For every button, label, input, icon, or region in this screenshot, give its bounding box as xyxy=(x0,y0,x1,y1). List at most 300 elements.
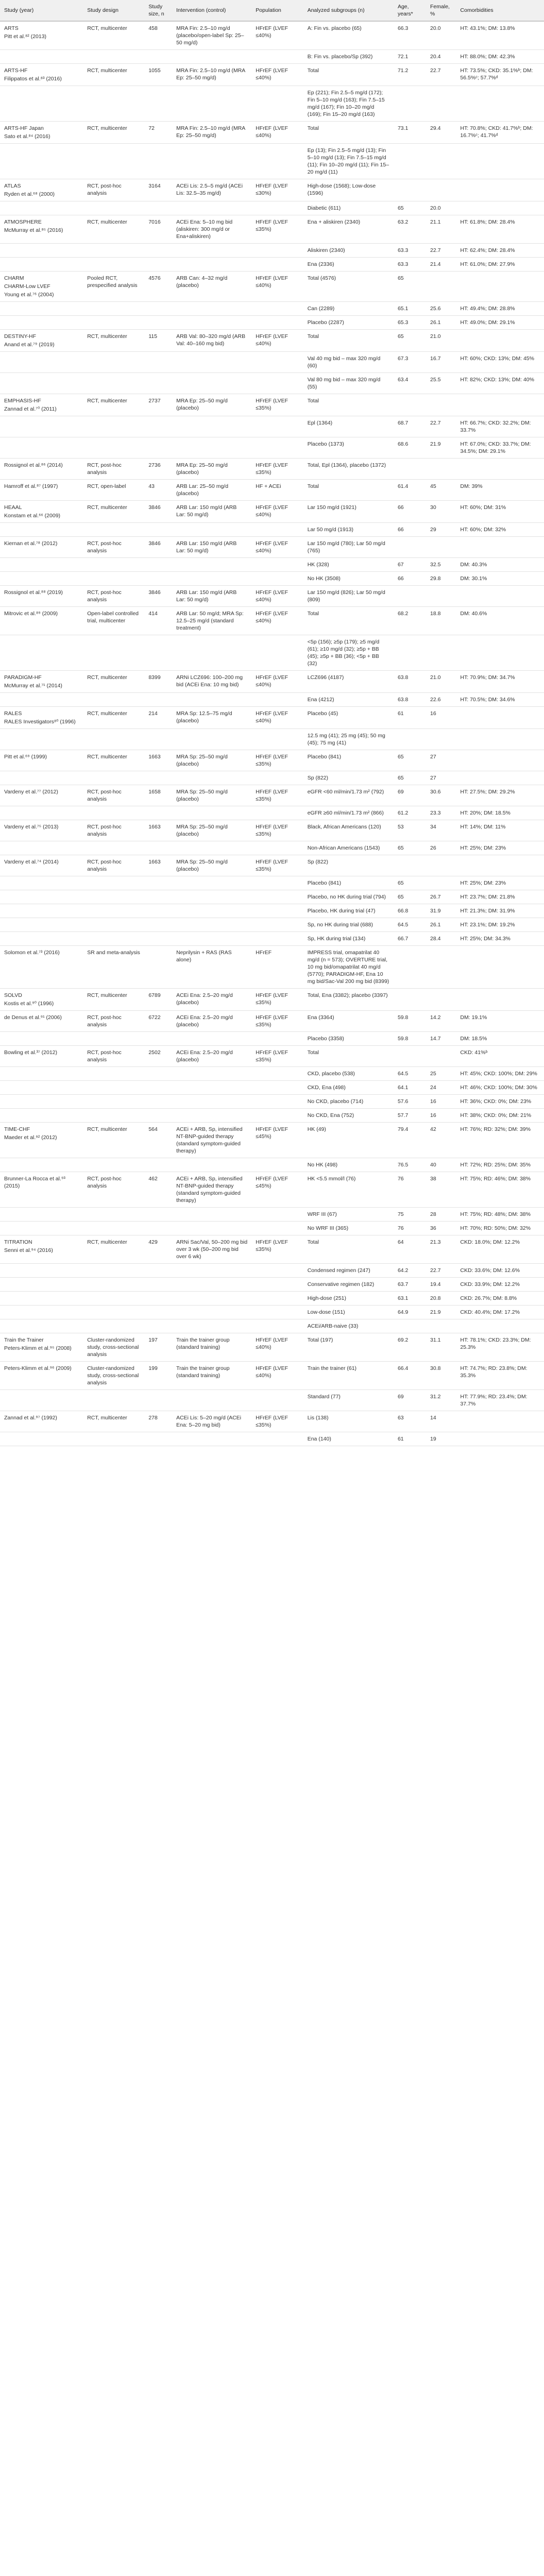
cell-population: HFrEF (LVEF ≤40%) xyxy=(251,537,303,558)
table-row xyxy=(0,1109,544,1123)
cell-female: 25.5 xyxy=(426,373,456,394)
cell-age: 76.5 xyxy=(394,1158,426,1172)
table-row xyxy=(0,1264,544,1278)
cell-comorbidities: CKD: 33.9%; DM: 12.2% xyxy=(456,1278,544,1292)
cell-subgroups: Total xyxy=(303,64,394,86)
cell-design: Cluster-randomized study, cross-sectional analysis xyxy=(83,1362,144,1390)
cell-population xyxy=(251,806,303,820)
cell-subgroups: Total xyxy=(303,607,394,635)
cell-female: 34 xyxy=(426,820,456,841)
cell-study xyxy=(0,416,83,437)
cell-female: 31.1 xyxy=(426,1333,456,1362)
cell-intervention: ARB Lar: 150 mg/d (ARB Lar: 50 mg/d) xyxy=(172,501,251,523)
cell-comorbidities: HT: 27.5%; DM: 29.2% xyxy=(456,785,544,806)
cell-comorbidities: HT: 61.8%; DM: 28.4% xyxy=(456,215,544,244)
table-row xyxy=(0,1278,544,1292)
cell-population xyxy=(251,1264,303,1278)
cell-design: RCT, multicenter xyxy=(83,1411,144,1432)
cell-size: 462 xyxy=(144,1172,172,1208)
table-row xyxy=(0,316,544,330)
cell-subgroups: Val 40 mg bid – max 320 mg/d (60) xyxy=(303,352,394,373)
cell-age: 63.4 xyxy=(394,373,426,394)
cell-population: HFrEF (LVEF ≤35%) xyxy=(251,785,303,806)
cell-intervention xyxy=(172,316,251,330)
cell-age: 72.1 xyxy=(394,50,426,64)
cell-female xyxy=(426,635,456,671)
cell-design xyxy=(83,416,144,437)
cell-female: 25 xyxy=(426,1067,456,1081)
cell-study xyxy=(0,86,83,122)
cell-intervention: ACEi Ena: 2.5–20 mg/d (placebo) xyxy=(172,1046,251,1067)
cell-female: 19 xyxy=(426,1432,456,1446)
table-row xyxy=(0,215,544,244)
cell-size xyxy=(144,635,172,671)
cell-design xyxy=(83,1306,144,1319)
table-row xyxy=(0,1292,544,1306)
cell-subgroups: Placebo (1373) xyxy=(303,437,394,459)
cell-comorbidities: HT: 70.9%; DM: 34.7% xyxy=(456,671,544,693)
cell-age xyxy=(394,586,426,607)
cell-comorbidities: CKD: 40.4%; DM: 17.2% xyxy=(456,1306,544,1319)
cell-intervention xyxy=(172,50,251,64)
cell-size xyxy=(144,1292,172,1306)
cell-comorbidities xyxy=(456,1432,544,1446)
cell-population: HFrEF (LVEF ≤45%) xyxy=(251,1172,303,1208)
cell-study xyxy=(0,890,83,904)
cell-size xyxy=(144,904,172,918)
cell-comorbidities xyxy=(456,459,544,480)
cell-female: 22.7 xyxy=(426,1264,456,1278)
cell-population: HFrEF (LVEF ≤40%) xyxy=(251,122,303,144)
cell-comorbidities: HT: 76%; RD: 32%; DM: 39% xyxy=(456,1123,544,1158)
cell-female xyxy=(426,144,456,179)
cell-comorbidities: HT: 25%; DM: 23% xyxy=(456,876,544,890)
cell-comorbidities: HT: 49.4%; DM: 28.8% xyxy=(456,302,544,316)
cell-population xyxy=(251,86,303,122)
cell-intervention: ARB Lar: 25–50 mg/d (placebo) xyxy=(172,480,251,501)
cell-subgroups: Ena (3364) xyxy=(303,1011,394,1032)
cell-design: Open-label controlled trial, multicenter xyxy=(83,607,144,635)
cell-study: Vardeny et al.⁷⁵ (2013) xyxy=(0,820,83,841)
cell-design xyxy=(83,1208,144,1222)
cell-population xyxy=(251,932,303,946)
cell-size xyxy=(144,806,172,820)
cell-size xyxy=(144,693,172,707)
cell-study: HEAAL Konstam et al.⁶⁶ (2009) xyxy=(0,501,83,523)
cell-subgroups: Low-dose (151) xyxy=(303,1306,394,1319)
cell-size xyxy=(144,918,172,932)
cell-intervention xyxy=(172,144,251,179)
cell-design: RCT, multicenter xyxy=(83,1235,144,1264)
cell-population: HFrEF (LVEF ≤40%) xyxy=(251,501,303,523)
cell-population xyxy=(251,635,303,671)
cell-population xyxy=(251,144,303,179)
table-row xyxy=(0,1390,544,1411)
cell-age: 66 xyxy=(394,572,426,586)
cell-comorbidities: HT: 49.0%; DM: 29.1% xyxy=(456,316,544,330)
cell-size xyxy=(144,316,172,330)
cell-age: 68.2 xyxy=(394,607,426,635)
cell-size xyxy=(144,890,172,904)
table-row xyxy=(0,437,544,459)
cell-subgroups: eGFR ≥60 ml/min/1.73 m² (866) xyxy=(303,806,394,820)
cell-size: 115 xyxy=(144,330,172,352)
cell-study xyxy=(0,572,83,586)
cell-design xyxy=(83,890,144,904)
cell-female: 20.8 xyxy=(426,1292,456,1306)
cell-comorbidities xyxy=(456,537,544,558)
cell-subgroups: Ena (140) xyxy=(303,1432,394,1446)
table-row xyxy=(0,302,544,316)
cell-intervention xyxy=(172,729,251,750)
table-row xyxy=(0,841,544,855)
table-row xyxy=(0,1235,544,1264)
cell-age: 64.9 xyxy=(394,1306,426,1319)
cell-population xyxy=(251,352,303,373)
cell-age: 64.2 xyxy=(394,1264,426,1278)
cell-age: 65 xyxy=(394,330,426,352)
cell-female: 16 xyxy=(426,707,456,729)
cell-size xyxy=(144,373,172,394)
cell-subgroups: Lar 150 mg/d (780); Lar 50 mg/d (765) xyxy=(303,537,394,558)
cell-population xyxy=(251,1109,303,1123)
cell-subgroups: Ena (2336) xyxy=(303,258,394,272)
cell-study xyxy=(0,918,83,932)
cell-comorbidities: HT: 66.7%; CKD: 32.2%; DM: 33.7% xyxy=(456,416,544,437)
cell-comorbidities xyxy=(456,1319,544,1333)
cell-intervention xyxy=(172,1264,251,1278)
cell-design: RCT, multicenter xyxy=(83,21,144,50)
cell-size xyxy=(144,86,172,122)
cell-design: RCT, multicenter xyxy=(83,122,144,144)
table-row xyxy=(0,523,544,537)
cell-comorbidities xyxy=(456,144,544,179)
table-row xyxy=(0,1032,544,1046)
cell-comorbidities: HT: 77.9%; RD: 23.4%; DM: 37.7% xyxy=(456,1390,544,1411)
table-row xyxy=(0,1362,544,1390)
cell-intervention: MRA Sp: 25–50 mg/d (placebo) xyxy=(172,750,251,771)
cell-size: 3846 xyxy=(144,537,172,558)
cell-study xyxy=(0,1067,83,1081)
cell-study: Hamroff et al.⁸⁷ (1997) xyxy=(0,480,83,501)
cell-size: 3164 xyxy=(144,179,172,201)
cell-comorbidities: HT: 43.1%; DM: 13.8% xyxy=(456,21,544,50)
cell-study: Train the Trainer Peters-Klimm et al.⁹⁵ (2008) xyxy=(0,1333,83,1362)
cell-female: 31.2 xyxy=(426,1390,456,1411)
cell-design xyxy=(83,316,144,330)
cell-comorbidities: HT: 73.5%; CKD: 35.1%ᵇ; DM: 56.5%ᶜ; 57.7%ᵈ xyxy=(456,64,544,86)
cell-intervention: MRA Fin: 2.5–10 mg/d (MRA Ep: 25–50 mg/d) xyxy=(172,122,251,144)
cell-size xyxy=(144,1222,172,1235)
cell-comorbidities: HT: 60%; CKD: 13%; DM: 45% xyxy=(456,352,544,373)
cell-size: 197 xyxy=(144,1333,172,1362)
cell-age xyxy=(394,1046,426,1067)
cell-study xyxy=(0,1390,83,1411)
cell-size: 6722 xyxy=(144,1011,172,1032)
cell-design xyxy=(83,841,144,855)
cell-population xyxy=(251,771,303,785)
cell-comorbidities xyxy=(456,989,544,1011)
cell-study xyxy=(0,1319,83,1333)
table-row xyxy=(0,707,544,729)
cell-design xyxy=(83,771,144,785)
cell-comorbidities: HT: 74.7%; RD: 23.8%; DM: 35.3% xyxy=(456,1362,544,1390)
cell-study: Mitrovic et al.⁸⁹ (2009) xyxy=(0,607,83,635)
cell-comorbidities: CKD: 26.7%; DM: 8.8% xyxy=(456,1292,544,1306)
column-header-female: Female, % xyxy=(426,0,456,21)
cell-intervention xyxy=(172,890,251,904)
cell-population xyxy=(251,729,303,750)
cell-size: 1055 xyxy=(144,64,172,86)
cell-design xyxy=(83,1278,144,1292)
cell-population: HFrEF (LVEF ≤45%) xyxy=(251,1123,303,1158)
cell-study xyxy=(0,1158,83,1172)
cell-age: 65 xyxy=(394,876,426,890)
cell-female xyxy=(426,946,456,989)
cell-subgroups: <5p (156); ≥5p (179); ≥5 mg/d (61); ≥10 mg/d (32); ≥5p + BB (45); ≥5p + BB (36); <5p + BB (32) xyxy=(303,635,394,671)
cell-size: 564 xyxy=(144,1123,172,1158)
cell-population xyxy=(251,876,303,890)
cell-size xyxy=(144,558,172,572)
table-row xyxy=(0,244,544,258)
cell-subgroups: eGFR <60 ml/min/1.73 m² (792) xyxy=(303,785,394,806)
cell-study: DESTINY-HF Anand et al.⁷⁹ (2019) xyxy=(0,330,83,352)
cell-subgroups: High-dose (251) xyxy=(303,1292,394,1306)
cell-age: 69 xyxy=(394,1390,426,1411)
cell-age: 63.1 xyxy=(394,1292,426,1306)
cell-comorbidities: HT: 21.3%; DM: 31.9% xyxy=(456,904,544,918)
cell-population: HFrEF (LVEF ≤30%) xyxy=(251,179,303,201)
cell-size xyxy=(144,1319,172,1333)
cell-design: RCT, multicenter xyxy=(83,671,144,693)
cell-subgroups: Sp, no HK during trial (688) xyxy=(303,918,394,932)
cell-population: HFrEF (LVEF ≤40%) xyxy=(251,671,303,693)
cell-intervention: MRA Sp: 12.5–75 mg/d (placebo) xyxy=(172,707,251,729)
cell-size xyxy=(144,841,172,855)
cell-comorbidities: HT: 46%; CKD: 100%; DM: 30% xyxy=(456,1081,544,1095)
cell-female xyxy=(426,86,456,122)
table-row xyxy=(0,1095,544,1109)
cell-subgroups: Total (4576) xyxy=(303,272,394,302)
cell-comorbidities: CKD: 18.0%; DM: 12.2% xyxy=(456,1235,544,1264)
table-row xyxy=(0,918,544,932)
cell-study xyxy=(0,352,83,373)
cell-subgroups: Condensed regimen (247) xyxy=(303,1264,394,1278)
cell-study xyxy=(0,876,83,890)
cell-age: 64.1 xyxy=(394,1081,426,1095)
cell-population xyxy=(251,572,303,586)
cell-subgroups: Ena (4212) xyxy=(303,693,394,707)
cell-size: 43 xyxy=(144,480,172,501)
cell-study xyxy=(0,1264,83,1278)
cell-age: 76 xyxy=(394,1222,426,1235)
cell-intervention xyxy=(172,437,251,459)
cell-female xyxy=(426,1046,456,1067)
cell-age: 68.6 xyxy=(394,437,426,459)
cell-intervention: ACEi Lis: 2.5–5 mg/d (ACEi Lis: 32.5–35 mg/d) xyxy=(172,179,251,201)
cell-study xyxy=(0,729,83,750)
cell-size: 7016 xyxy=(144,215,172,244)
cell-age: 65 xyxy=(394,272,426,302)
cell-female: 28.4 xyxy=(426,932,456,946)
cell-population xyxy=(251,373,303,394)
cell-age: 64 xyxy=(394,1235,426,1264)
cell-intervention xyxy=(172,352,251,373)
cell-age xyxy=(394,179,426,201)
cell-design xyxy=(83,302,144,316)
cell-comorbidities: HT: 60%; DM: 31% xyxy=(456,501,544,523)
cell-female: 21.0 xyxy=(426,330,456,352)
cell-age: 59.8 xyxy=(394,1032,426,1046)
cell-population: HFrEF (LVEF ≤35%) xyxy=(251,1235,303,1264)
table-row xyxy=(0,1172,544,1208)
cell-population xyxy=(251,1306,303,1319)
cell-design xyxy=(83,932,144,946)
cell-intervention: ARB Lar: 150 mg/d (ARB Lar: 50 mg/d) xyxy=(172,586,251,607)
cell-subgroups: No HK (3508) xyxy=(303,572,394,586)
table-row xyxy=(0,480,544,501)
cell-intervention: MRA Fin: 2.5–10 mg/d (placebo/open-label Sp: 25–50 mg/d) xyxy=(172,21,251,50)
cell-comorbidities: HT: 25%; DM: 23% xyxy=(456,841,544,855)
cell-design: RCT, post-hoc analysis xyxy=(83,459,144,480)
cell-age: 66.4 xyxy=(394,1362,426,1390)
cell-study xyxy=(0,1292,83,1306)
cell-intervention xyxy=(172,904,251,918)
cell-subgroups: Lar 150 mg/d (826); Lar 50 mg/d (809) xyxy=(303,586,394,607)
cell-age: 65.3 xyxy=(394,316,426,330)
cell-design xyxy=(83,1432,144,1446)
cell-study xyxy=(0,144,83,179)
cell-comorbidities: CKD: 41%ᵇ xyxy=(456,1046,544,1067)
cell-population xyxy=(251,1390,303,1411)
cell-female: 21.0 xyxy=(426,671,456,693)
cell-subgroups: Placebo, HK during trial (47) xyxy=(303,904,394,918)
table-body xyxy=(0,21,544,1446)
cell-intervention xyxy=(172,771,251,785)
cell-intervention xyxy=(172,1319,251,1333)
cell-study: Vardeny et al.⁷⁷ (2012) xyxy=(0,785,83,806)
cell-age xyxy=(394,537,426,558)
table-row xyxy=(0,416,544,437)
cell-size xyxy=(144,1158,172,1172)
column-header-age: Age, years* xyxy=(394,0,426,21)
cell-population: HFrEF (LVEF ≤40%) xyxy=(251,21,303,50)
cell-size xyxy=(144,437,172,459)
cell-female: 16.7 xyxy=(426,352,456,373)
cell-study: EMPHASIS-HF Zannad et al.⁷⁰ (2011) xyxy=(0,394,83,416)
cell-size xyxy=(144,302,172,316)
cell-study: Rossignol et al.⁸⁶ (2014) xyxy=(0,459,83,480)
cell-size: 1658 xyxy=(144,785,172,806)
cell-subgroups: Can (2289) xyxy=(303,302,394,316)
cell-population xyxy=(251,316,303,330)
cell-size: 3846 xyxy=(144,586,172,607)
table-row xyxy=(0,904,544,918)
cell-age xyxy=(394,459,426,480)
cell-design: RCT, post-hoc analysis xyxy=(83,785,144,806)
cell-female xyxy=(426,729,456,750)
cell-subgroups: 12.5 mg (41); 25 mg (45); 50 mg (45); 75 mg (41) xyxy=(303,729,394,750)
cell-comorbidities xyxy=(456,201,544,215)
cell-study xyxy=(0,932,83,946)
cell-population: HFrEF (LVEF ≤35%) xyxy=(251,855,303,876)
cell-intervention xyxy=(172,1158,251,1172)
cell-intervention xyxy=(172,1032,251,1046)
cell-population xyxy=(251,1067,303,1081)
cell-age: 69 xyxy=(394,785,426,806)
table-row xyxy=(0,671,544,693)
cell-population: HFrEF (LVEF ≤35%) xyxy=(251,459,303,480)
cell-study xyxy=(0,841,83,855)
cell-design: RCT, post-hoc analysis xyxy=(83,179,144,201)
cell-comorbidities: HT: 60%; DM: 32% xyxy=(456,523,544,537)
cell-age xyxy=(394,1319,426,1333)
cell-age: 63.2 xyxy=(394,215,426,244)
table-row xyxy=(0,352,544,373)
cell-size xyxy=(144,1032,172,1046)
cell-population: HFrEF (LVEF ≤40%) xyxy=(251,607,303,635)
cell-population xyxy=(251,258,303,272)
table-row xyxy=(0,330,544,352)
cell-female xyxy=(426,989,456,1011)
cell-age: 63.8 xyxy=(394,693,426,707)
cell-design xyxy=(83,558,144,572)
cell-design xyxy=(83,373,144,394)
cell-size xyxy=(144,523,172,537)
cell-size: 458 xyxy=(144,21,172,50)
cell-comorbidities: DM: 39% xyxy=(456,480,544,501)
cell-subgroups: ACEi/ARB-naive (33) xyxy=(303,1319,394,1333)
cell-population xyxy=(251,302,303,316)
cell-female: 20.0 xyxy=(426,21,456,50)
cell-intervention: MRA Ep: 25–50 mg/d (placebo) xyxy=(172,394,251,416)
cell-design xyxy=(83,729,144,750)
cell-design xyxy=(83,693,144,707)
cell-population xyxy=(251,244,303,258)
cell-design xyxy=(83,904,144,918)
cell-comorbidities: HT: 20%; DM: 18.5% xyxy=(456,806,544,820)
cell-female: 14.7 xyxy=(426,1032,456,1046)
cell-intervention xyxy=(172,1432,251,1446)
cell-age: 73.1 xyxy=(394,122,426,144)
cell-design xyxy=(83,201,144,215)
cell-design: Cluster-randomized study, cross-sectional analysis xyxy=(83,1333,144,1362)
cell-female: 29.8 xyxy=(426,572,456,586)
cell-population: HFrEF (LVEF ≤35%) xyxy=(251,1411,303,1432)
cell-comorbidities: HT: 67.0%; CKD: 33.7%; DM: 34.5%; DM: 29.1% xyxy=(456,437,544,459)
cell-female: 30 xyxy=(426,501,456,523)
cell-size xyxy=(144,258,172,272)
table-row xyxy=(0,1319,544,1333)
cell-study: ARTS-HF Japan Sato et al.⁸⁴ (2016) xyxy=(0,122,83,144)
cell-subgroups: Total, Epl (1364), placebo (1372) xyxy=(303,459,394,480)
cell-female: 24 xyxy=(426,1081,456,1095)
cell-population xyxy=(251,841,303,855)
cell-comorbidities: HT: 75%; RD: 46%; DM: 38% xyxy=(456,1172,544,1208)
cell-population xyxy=(251,416,303,437)
table-row xyxy=(0,1067,544,1081)
cell-comorbidities: HT: 70.5%; DM: 34.6% xyxy=(456,693,544,707)
cell-study: Kiernan et al.⁷⁸ (2012) xyxy=(0,537,83,558)
cell-population xyxy=(251,1158,303,1172)
cell-female xyxy=(426,855,456,876)
cell-comorbidities xyxy=(456,855,544,876)
cell-study: Bowling et al.³⁷ (2012) xyxy=(0,1046,83,1067)
column-header-subgroups: Analyzed subgroups (n) xyxy=(303,0,394,21)
cell-design xyxy=(83,437,144,459)
table-row xyxy=(0,1081,544,1095)
cell-design xyxy=(83,1292,144,1306)
